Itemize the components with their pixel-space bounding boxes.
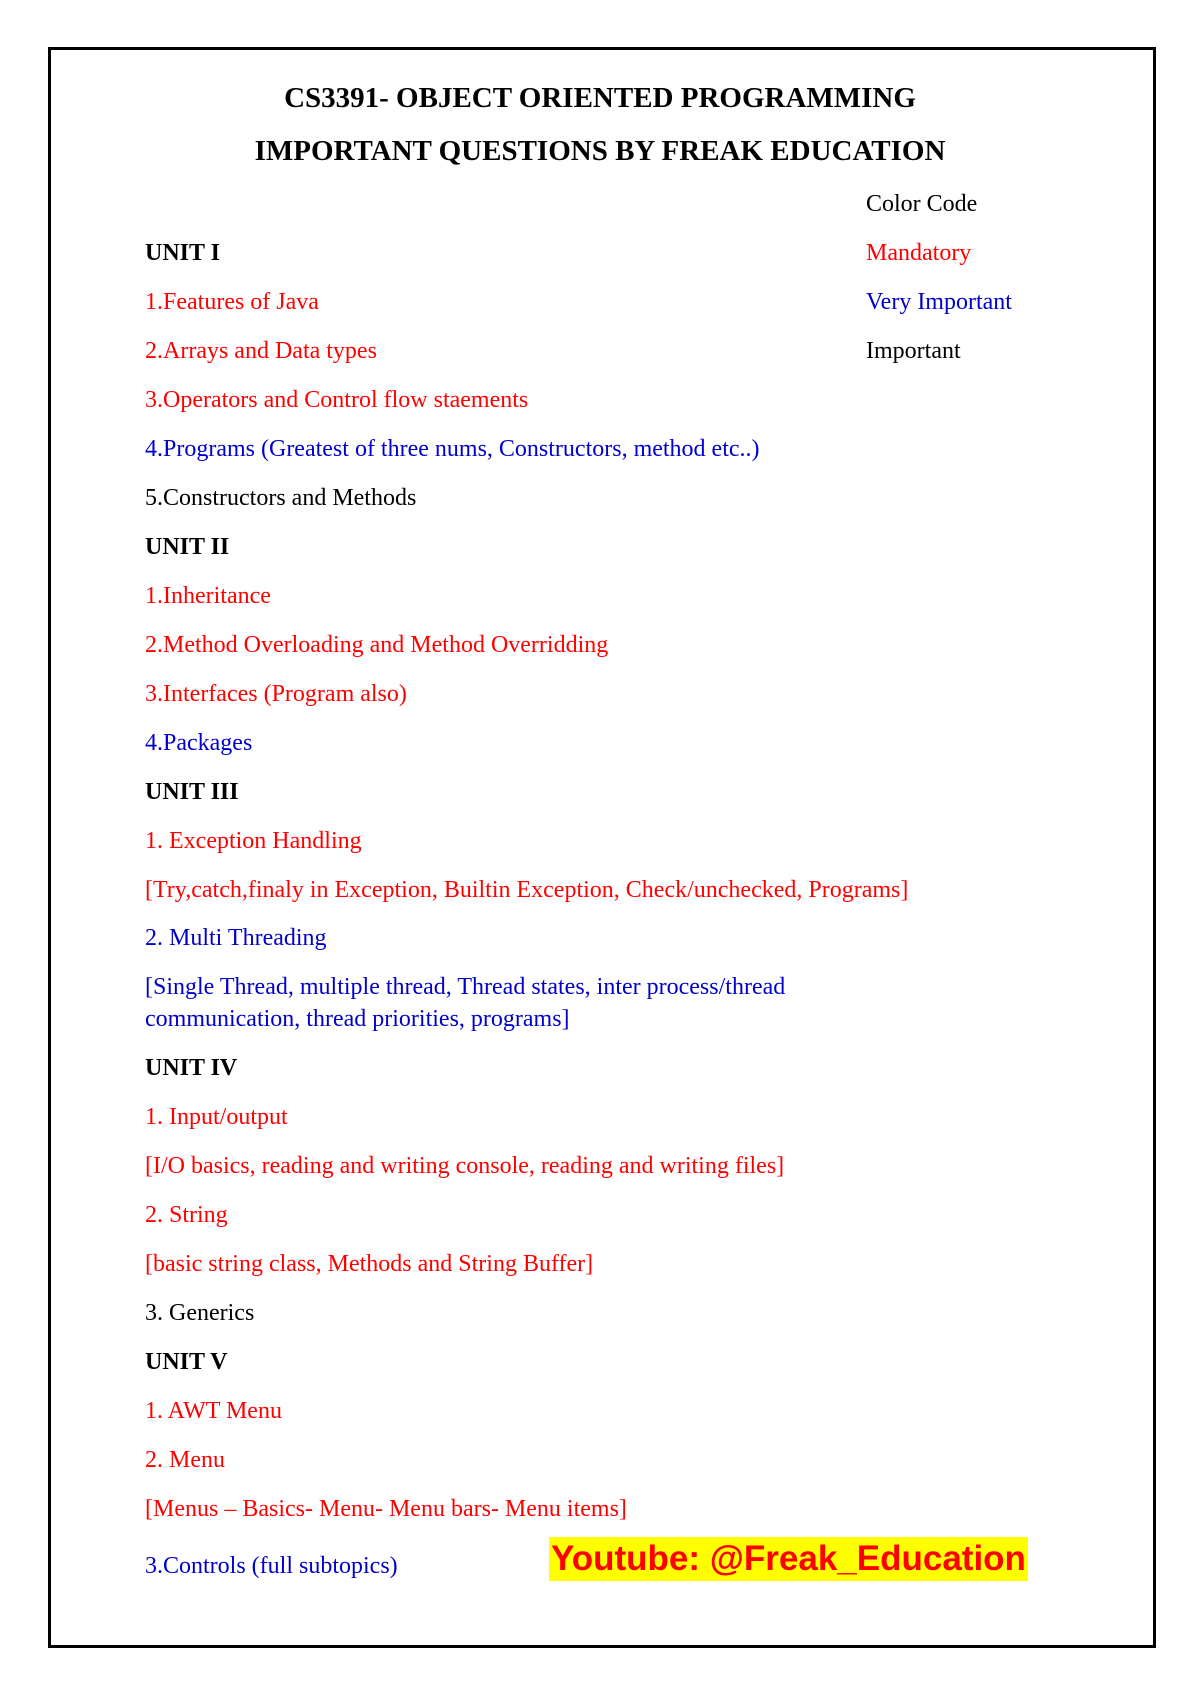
list-item: [I/O basics, reading and writing console, reading and writing files] xyxy=(145,1153,785,1179)
list-item: 1. AWT Menu xyxy=(145,1398,282,1424)
list-item: 2. Multi Threading xyxy=(145,925,327,951)
list-item: 2.Method Overloading and Method Overridding xyxy=(145,632,609,658)
list-item: [Single Thread, multiple thread, Thread states, inter process/thread communication, thread priorities, programs] xyxy=(145,974,786,1032)
list-item: 2. Menu xyxy=(145,1447,225,1473)
list-item: 1. Exception Handling xyxy=(145,828,362,854)
unit-heading: UNIT IV xyxy=(145,1055,238,1081)
legend-mandatory: Mandatory xyxy=(866,240,972,266)
list-item: 5.Constructors and Methods xyxy=(145,485,417,511)
legend-heading: Color Code xyxy=(866,191,978,217)
list-item: 2.Arrays and Data types xyxy=(145,338,377,364)
list-item: 2. String xyxy=(145,1202,228,1228)
unit-heading: UNIT I xyxy=(145,240,220,266)
list-item: 3.Interfaces (Program also) xyxy=(145,681,407,707)
list-item: 3.Controls (full subtopics) xyxy=(145,1553,398,1579)
document-title: CS3391- OBJECT ORIENTED PROGRAMMING xyxy=(284,82,916,114)
list-item: 3. Generics xyxy=(145,1300,255,1326)
unit-heading: UNIT II xyxy=(145,534,230,560)
list-item: [Menus – Basics- Menu- Menu bars- Menu items] xyxy=(145,1496,627,1522)
unit-heading: UNIT III xyxy=(145,779,239,805)
legend-very-important: Very Important xyxy=(866,289,1012,315)
list-item: 4.Packages xyxy=(145,730,253,756)
legend-important: Important xyxy=(866,338,961,364)
list-item: 1.Inheritance xyxy=(145,583,271,609)
list-item: 1. Input/output xyxy=(145,1104,288,1130)
list-item: 4.Programs (Greatest of three nums, Constructors, method etc..) xyxy=(145,436,760,462)
document-subtitle: IMPORTANT QUESTIONS BY FREAK EDUCATION xyxy=(254,135,946,167)
youtube-banner: Youtube: @Freak_Education xyxy=(549,1537,1028,1581)
unit-heading: UNIT V xyxy=(145,1349,228,1375)
list-item: 3.Operators and Control flow staements xyxy=(145,387,529,413)
list-item: 1.Features of Java xyxy=(145,289,319,315)
list-item: [basic string class, Methods and String Buffer] xyxy=(145,1251,594,1277)
list-item: [Try,catch,finaly in Exception, Builtin Exception, Check/unchecked, Programs] xyxy=(145,877,909,903)
